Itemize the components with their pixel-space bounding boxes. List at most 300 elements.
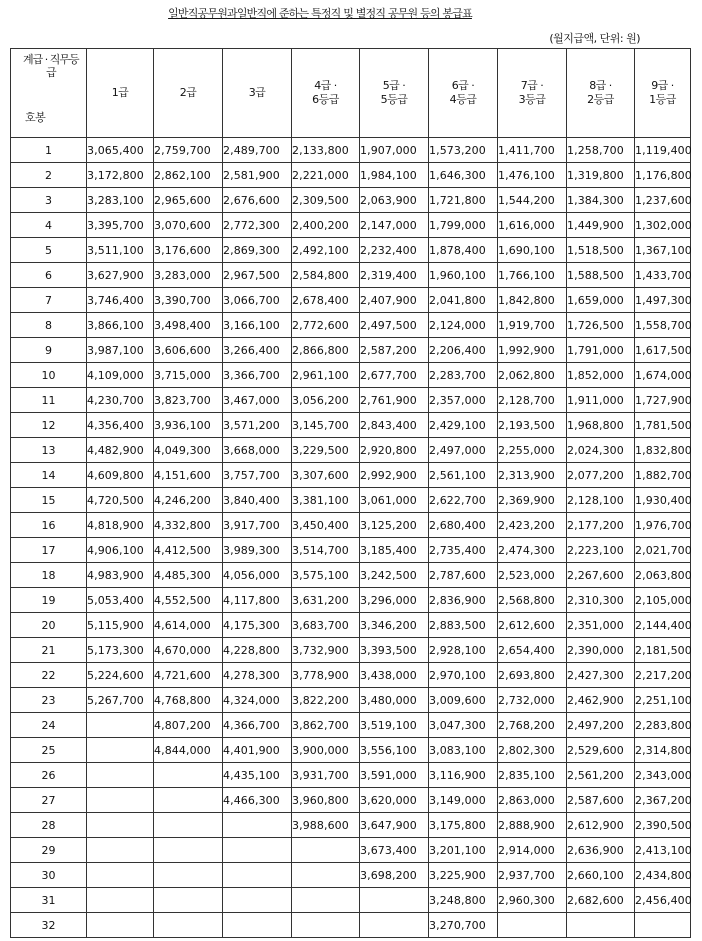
salary-cell: [87, 913, 154, 938]
salary-cell: 2,041,800: [429, 288, 498, 313]
salary-cell: 1,588,500: [567, 263, 635, 288]
salary-cell: 3,395,700: [87, 213, 154, 238]
salary-cell: 3,591,000: [360, 763, 429, 788]
salary-cell: [292, 888, 360, 913]
salary-cell: 4,117,800: [223, 588, 292, 613]
salary-cell: 2,883,500: [429, 613, 498, 638]
salary-cell: [223, 838, 292, 863]
salary-cell: 2,255,000: [498, 438, 567, 463]
salary-cell: 2,351,000: [567, 613, 635, 638]
salary-cell: 2,937,700: [498, 863, 567, 888]
salary-cell: 2,676,600: [223, 188, 292, 213]
salary-cell: 2,474,300: [498, 538, 567, 563]
salary-cell: 2,992,900: [360, 463, 429, 488]
salary-cell: 2,390,500: [635, 813, 691, 838]
salary-cell: [223, 863, 292, 888]
salary-cell: 3,166,100: [223, 313, 292, 338]
salary-cell: 3,989,300: [223, 538, 292, 563]
salary-cell: 3,248,800: [429, 888, 498, 913]
salary-cell: 3,450,400: [292, 513, 360, 538]
salary-cell: [154, 763, 223, 788]
salary-cell: 5,267,700: [87, 688, 154, 713]
salary-cell: 2,761,900: [360, 388, 429, 413]
salary-cell: 2,251,100: [635, 688, 691, 713]
salary-cell: 4,049,300: [154, 438, 223, 463]
salary-cell: 4,228,800: [223, 638, 292, 663]
salary-cell: 1,766,100: [498, 263, 567, 288]
table-row: [11, 863, 691, 888]
salary-cell: 2,357,000: [429, 388, 498, 413]
salary-cell: 2,612,600: [498, 613, 567, 638]
salary-cell: 1,911,000: [567, 388, 635, 413]
salary-cell: 1,842,800: [498, 288, 567, 313]
salary-cell: 3,467,000: [223, 388, 292, 413]
step-cell: 16: [11, 513, 87, 538]
salary-cell: 1,882,700: [635, 463, 691, 488]
salary-cell: 4,807,200: [154, 713, 223, 738]
salary-cell: [292, 863, 360, 888]
salary-cell: 2,462,900: [567, 688, 635, 713]
salary-cell: 2,680,400: [429, 513, 498, 538]
salary-cell: 2,787,600: [429, 563, 498, 588]
table-row: [11, 713, 691, 738]
salary-cell: 2,523,000: [498, 563, 567, 588]
salary-cell: 1,690,100: [498, 238, 567, 263]
salary-cell: 1,976,700: [635, 513, 691, 538]
corner-header: [11, 49, 87, 138]
salary-cell: 3,381,100: [292, 488, 360, 513]
salary-cell: 3,307,600: [292, 463, 360, 488]
salary-cell: 2,561,100: [429, 463, 498, 488]
salary-cell: 2,144,400: [635, 613, 691, 638]
salary-cell: 2,654,400: [498, 638, 567, 663]
salary-cell: 3,056,200: [292, 388, 360, 413]
salary-cell: 1,433,700: [635, 263, 691, 288]
salary-cell: 2,367,200: [635, 788, 691, 813]
table-row: [11, 288, 691, 313]
salary-cell: 4,175,300: [223, 613, 292, 638]
salary-cell: 2,772,600: [292, 313, 360, 338]
salary-cell: 2,177,200: [567, 513, 635, 538]
salary-cell: 5,173,300: [87, 638, 154, 663]
salary-cell: 2,862,100: [154, 163, 223, 188]
step-cell: 4: [11, 213, 87, 238]
salary-cell: 4,670,000: [154, 638, 223, 663]
salary-cell: [87, 863, 154, 888]
table-row: [11, 138, 691, 163]
salary-cell: 2,319,400: [360, 263, 429, 288]
salary-cell: [87, 838, 154, 863]
grade-header-line1: 2급: [179, 86, 197, 99]
salary-cell: 2,622,700: [429, 488, 498, 513]
step-cell: 3: [11, 188, 87, 213]
corner-step-label: 호봉: [25, 111, 46, 124]
salary-cell: 2,772,300: [223, 213, 292, 238]
salary-cell: 1,573,200: [429, 138, 498, 163]
salary-cell: 4,482,900: [87, 438, 154, 463]
salary-cell: 3,917,700: [223, 513, 292, 538]
step-cell: 14: [11, 463, 87, 488]
table-row: [11, 663, 691, 688]
salary-cell: 1,992,900: [498, 338, 567, 363]
salary-cell: 4,412,500: [154, 538, 223, 563]
table-row: [11, 238, 691, 263]
table-row: [11, 688, 691, 713]
salary-cell: 1,176,800: [635, 163, 691, 188]
step-cell: 7: [11, 288, 87, 313]
grade-header-line1: 8급 ·: [589, 79, 612, 92]
step-cell: 17: [11, 538, 87, 563]
salary-cell: 3,009,600: [429, 688, 498, 713]
salary-cell: 2,407,900: [360, 288, 429, 313]
table-row: [11, 888, 691, 913]
step-cell: 13: [11, 438, 87, 463]
salary-cell: 1,852,000: [567, 363, 635, 388]
salary-cell: 2,223,100: [567, 538, 635, 563]
salary-cell: 3,698,200: [360, 863, 429, 888]
salary-cell: 3,229,500: [292, 438, 360, 463]
salary-cell: 3,149,000: [429, 788, 498, 813]
salary-cell: 4,768,800: [154, 688, 223, 713]
salary-cell: 1,617,500: [635, 338, 691, 363]
table-row: [11, 363, 691, 388]
salary-cell: 4,246,200: [154, 488, 223, 513]
salary-cell: 3,556,100: [360, 738, 429, 763]
corner-grade-label: 계급 · 직무등: [23, 53, 79, 66]
salary-cell: 3,822,200: [292, 688, 360, 713]
salary-cell: 3,732,900: [292, 638, 360, 663]
salary-cell: [292, 913, 360, 938]
salary-cell: 1,616,000: [498, 213, 567, 238]
salary-cell: [360, 888, 429, 913]
salary-cell: 4,485,300: [154, 563, 223, 588]
salary-cell: 3,757,700: [223, 463, 292, 488]
table-row: [11, 163, 691, 188]
table-row: [11, 413, 691, 438]
salary-cell: 2,456,400: [635, 888, 691, 913]
salary-cell: 1,727,900: [635, 388, 691, 413]
salary-cell: [154, 788, 223, 813]
salary-cell: 3,498,400: [154, 313, 223, 338]
step-cell: 23: [11, 688, 87, 713]
salary-cell: 3,296,000: [360, 588, 429, 613]
salary-cell: 2,967,500: [223, 263, 292, 288]
salary-cell: 2,206,400: [429, 338, 498, 363]
salary-cell: 5,224,600: [87, 663, 154, 688]
salary-cell: 3,266,400: [223, 338, 292, 363]
table-row: [11, 463, 691, 488]
salary-cell: 4,356,400: [87, 413, 154, 438]
step-cell: 32: [11, 913, 87, 938]
salary-cell: 2,217,200: [635, 663, 691, 688]
salary-cell: 2,497,500: [360, 313, 429, 338]
salary-cell: 2,128,100: [567, 488, 635, 513]
step-cell: 27: [11, 788, 87, 813]
salary-cell: 1,984,100: [360, 163, 429, 188]
salary-cell: [154, 913, 223, 938]
salary-cell: 5,115,900: [87, 613, 154, 638]
salary-cell: [154, 863, 223, 888]
grade-header-line2: 1등급: [649, 93, 676, 106]
table-row: [11, 638, 691, 663]
salary-cell: [223, 913, 292, 938]
table-row: [11, 538, 691, 563]
salary-cell: 2,866,800: [292, 338, 360, 363]
salary-cell: 4,609,800: [87, 463, 154, 488]
salary-cell: 1,799,000: [429, 213, 498, 238]
salary-cell: 1,411,700: [498, 138, 567, 163]
salary-cell: 2,427,300: [567, 663, 635, 688]
salary-cell: 3,066,700: [223, 288, 292, 313]
salary-cell: 1,544,200: [498, 188, 567, 213]
salary-cell: 2,024,300: [567, 438, 635, 463]
salary-cell: 1,367,100: [635, 238, 691, 263]
table-row: [11, 213, 691, 238]
salary-cell: 5,053,400: [87, 588, 154, 613]
step-cell: 15: [11, 488, 87, 513]
step-cell: 29: [11, 838, 87, 863]
salary-cell: 1,960,100: [429, 263, 498, 288]
grade-header-line1: 4급 ·: [314, 79, 337, 92]
salary-cell: 4,614,000: [154, 613, 223, 638]
salary-cell: 3,125,200: [360, 513, 429, 538]
salary-cell: 2,914,000: [498, 838, 567, 863]
step-cell: 8: [11, 313, 87, 338]
salary-cell: 1,319,800: [567, 163, 635, 188]
salary-cell: 3,366,700: [223, 363, 292, 388]
salary-cell: 2,678,400: [292, 288, 360, 313]
grade-header-line1: 7급 ·: [520, 79, 544, 92]
salary-cell: 1,237,600: [635, 188, 691, 213]
salary-cell: 3,346,200: [360, 613, 429, 638]
salary-cell: 2,077,200: [567, 463, 635, 488]
salary-cell: 3,571,200: [223, 413, 292, 438]
salary-cell: 1,781,500: [635, 413, 691, 438]
step-cell: 1: [11, 138, 87, 163]
grade-header-line1: 3급: [248, 86, 266, 99]
salary-cell: 2,581,900: [223, 163, 292, 188]
table-row: [11, 763, 691, 788]
grade-header-line2: 3등급: [518, 93, 546, 106]
salary-cell: 3,480,000: [360, 688, 429, 713]
salary-cell: 2,863,000: [498, 788, 567, 813]
salary-cell: 3,225,900: [429, 863, 498, 888]
salary-cell: 2,961,100: [292, 363, 360, 388]
salary-cell: 3,668,000: [223, 438, 292, 463]
salary-cell: [223, 888, 292, 913]
salary-cell: [154, 813, 223, 838]
table-row: [11, 438, 691, 463]
table-row: [11, 188, 691, 213]
salary-cell: 2,313,900: [498, 463, 567, 488]
step-cell: 25: [11, 738, 87, 763]
salary-cell: 2,147,000: [360, 213, 429, 238]
salary-cell: 2,063,800: [635, 563, 691, 588]
salary-cell: 3,840,400: [223, 488, 292, 513]
salary-cell: 2,965,600: [154, 188, 223, 213]
grade-header-line2: 2등급: [587, 93, 614, 106]
table-row: [11, 313, 691, 338]
salary-cell: 3,116,900: [429, 763, 498, 788]
salary-cell: 1,674,000: [635, 363, 691, 388]
salary-cell: 1,878,400: [429, 238, 498, 263]
step-cell: 26: [11, 763, 87, 788]
salary-cell: 3,862,700: [292, 713, 360, 738]
salary-cell: 1,721,800: [429, 188, 498, 213]
salary-cell: 2,390,000: [567, 638, 635, 663]
salary-cell: 2,283,800: [635, 713, 691, 738]
grade-header-line2: 5등급: [380, 93, 408, 106]
table-row: [11, 813, 691, 838]
salary-cell: 2,693,800: [498, 663, 567, 688]
salary-cell: 4,056,000: [223, 563, 292, 588]
salary-cell: 2,584,800: [292, 263, 360, 288]
salary-cell: [292, 838, 360, 863]
salary-cell: 3,988,600: [292, 813, 360, 838]
salary-cell: 2,970,100: [429, 663, 498, 688]
salary-cell: [635, 913, 691, 938]
salary-cell: 2,492,100: [292, 238, 360, 263]
salary-cell: 2,802,300: [498, 738, 567, 763]
salary-cell: 2,369,900: [498, 488, 567, 513]
salary-cell: 3,987,100: [87, 338, 154, 363]
salary-cell: 2,636,900: [567, 838, 635, 863]
salary-cell: 2,928,100: [429, 638, 498, 663]
salary-cell: 1,302,000: [635, 213, 691, 238]
salary-cell: 2,400,200: [292, 213, 360, 238]
salary-cell: 2,835,100: [498, 763, 567, 788]
salary-cell: [87, 813, 154, 838]
table-row: [11, 488, 691, 513]
salary-cell: 4,401,900: [223, 738, 292, 763]
salary-cell: 1,476,100: [498, 163, 567, 188]
salary-cell: 2,735,400: [429, 538, 498, 563]
salary-cell: 3,606,600: [154, 338, 223, 363]
table-row: [11, 838, 691, 863]
salary-cell: 1,832,800: [635, 438, 691, 463]
salary-cell: 3,283,100: [87, 188, 154, 213]
salary-cell: [87, 888, 154, 913]
salary-cell: 2,124,000: [429, 313, 498, 338]
salary-cell: 2,920,800: [360, 438, 429, 463]
salary-cell: 2,133,800: [292, 138, 360, 163]
salary-cell: 3,960,800: [292, 788, 360, 813]
grade-header-line1: 5급 ·: [382, 79, 406, 92]
salary-cell: 2,314,800: [635, 738, 691, 763]
salary-cell: 3,047,300: [429, 713, 498, 738]
salary-cell: 3,175,800: [429, 813, 498, 838]
salary-cell: 2,497,200: [567, 713, 635, 738]
salary-cell: 2,677,700: [360, 363, 429, 388]
salary-cell: 3,393,500: [360, 638, 429, 663]
salary-cell: 3,673,400: [360, 838, 429, 863]
salary-cell: 3,631,200: [292, 588, 360, 613]
grade-header-line1: 9급 ·: [651, 79, 674, 92]
step-cell: 9: [11, 338, 87, 363]
salary-cell: 2,128,700: [498, 388, 567, 413]
salary-cell: 4,552,500: [154, 588, 223, 613]
salary-cell: 1,518,500: [567, 238, 635, 263]
salary-cell: [498, 913, 567, 938]
table-row: [11, 388, 691, 413]
salary-cell: 3,900,000: [292, 738, 360, 763]
salary-cell: 3,061,000: [360, 488, 429, 513]
grade-header-line1: 6급 ·: [451, 79, 475, 92]
salary-cell: 2,423,200: [498, 513, 567, 538]
grade-header: [498, 49, 567, 138]
step-cell: 21: [11, 638, 87, 663]
salary-cell: 4,109,000: [87, 363, 154, 388]
salary-cell: 4,983,900: [87, 563, 154, 588]
salary-cell: 3,511,100: [87, 238, 154, 263]
salary-cell: [360, 913, 429, 938]
salary-cell: 2,193,500: [498, 413, 567, 438]
salary-cell: 3,746,400: [87, 288, 154, 313]
salary-cell: 2,062,800: [498, 363, 567, 388]
salary-cell: [87, 763, 154, 788]
salary-cell: 3,176,600: [154, 238, 223, 263]
grade-header-line2: 4등급: [449, 93, 477, 106]
grade-header: [567, 49, 635, 138]
salary-cell: [87, 788, 154, 813]
salary-cell: 4,466,300: [223, 788, 292, 813]
salary-cell: 2,310,300: [567, 588, 635, 613]
salary-cell: 2,105,000: [635, 588, 691, 613]
step-cell: 12: [11, 413, 87, 438]
salary-cell: 2,732,000: [498, 688, 567, 713]
salary-cell: [223, 813, 292, 838]
salary-cell: 3,185,400: [360, 538, 429, 563]
salary-cell: 2,960,300: [498, 888, 567, 913]
salary-cell: 2,587,600: [567, 788, 635, 813]
step-cell: 10: [11, 363, 87, 388]
salary-cell: 2,497,000: [429, 438, 498, 463]
salary-cell: 2,660,100: [567, 863, 635, 888]
corner-grade-label-cont: 급: [45, 66, 56, 79]
salary-cell: 2,232,400: [360, 238, 429, 263]
salary-cell: [87, 713, 154, 738]
salary-cell: [567, 913, 635, 938]
salary-cell: 4,278,300: [223, 663, 292, 688]
salary-cell: 2,063,900: [360, 188, 429, 213]
salary-cell: 3,823,700: [154, 388, 223, 413]
salary-cell: 2,221,000: [292, 163, 360, 188]
salary-cell: 1,258,700: [567, 138, 635, 163]
salary-cell: 2,434,800: [635, 863, 691, 888]
salary-cell: 4,230,700: [87, 388, 154, 413]
table-row: [11, 588, 691, 613]
salary-cell: 3,575,100: [292, 563, 360, 588]
salary-cell: 2,429,100: [429, 413, 498, 438]
grade-header: [635, 49, 691, 138]
salary-cell: 3,866,100: [87, 313, 154, 338]
salary-cell: 4,721,600: [154, 663, 223, 688]
salary-cell: 3,283,000: [154, 263, 223, 288]
salary-table: [10, 48, 691, 938]
salary-cell: 3,931,700: [292, 763, 360, 788]
salary-cell: 4,720,500: [87, 488, 154, 513]
salary-cell: 3,627,900: [87, 263, 154, 288]
salary-cell: 3,647,900: [360, 813, 429, 838]
salary-cell: 2,181,500: [635, 638, 691, 663]
salary-cell: 2,612,900: [567, 813, 635, 838]
salary-cell: 3,270,700: [429, 913, 498, 938]
step-cell: 11: [11, 388, 87, 413]
salary-cell: 3,242,500: [360, 563, 429, 588]
salary-cell: 4,151,600: [154, 463, 223, 488]
grade-header: [360, 49, 429, 138]
header-row: [11, 49, 691, 138]
